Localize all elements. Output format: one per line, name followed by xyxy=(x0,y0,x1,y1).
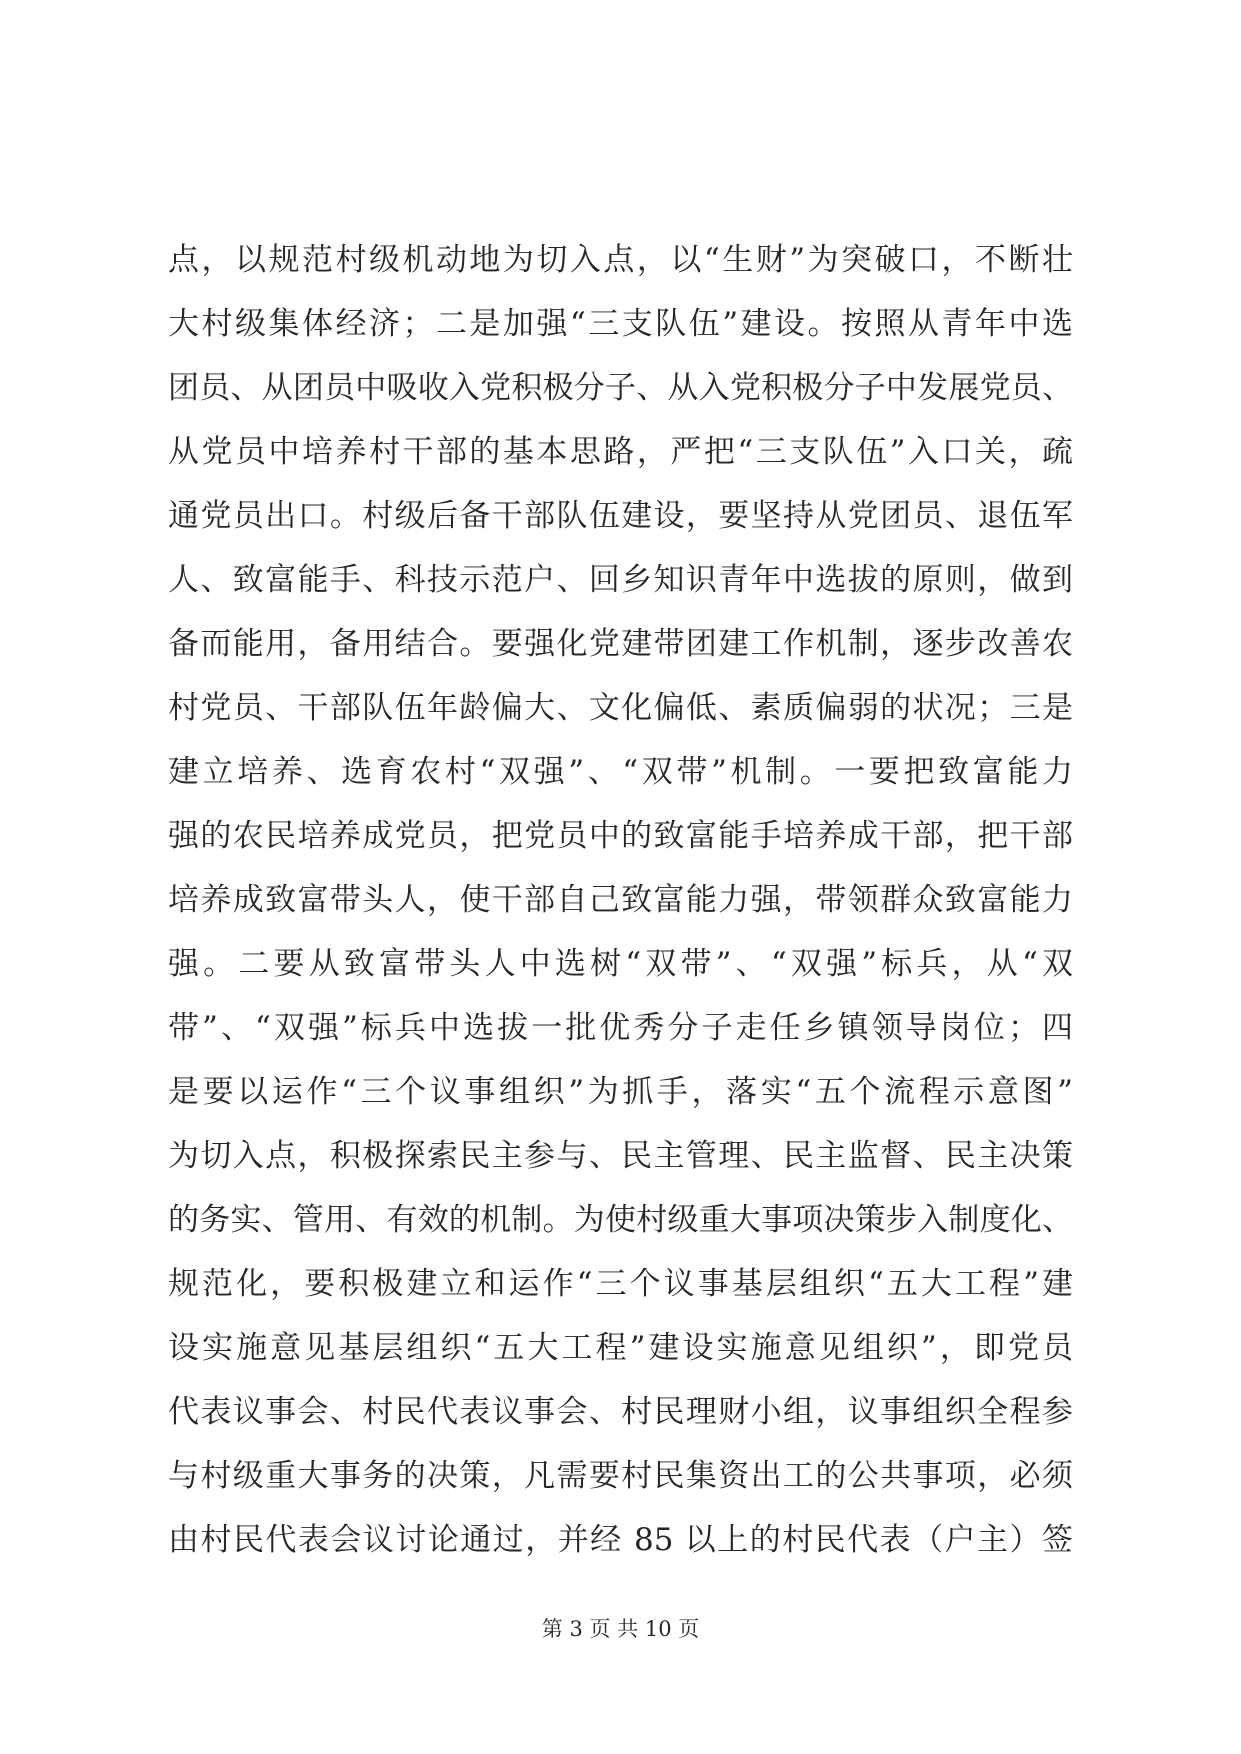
text-line: 强的农民培养成党员，把党员中的致富能手培养成干部，把干部 xyxy=(168,818,1073,854)
text-line: 团员、从团员中吸收入党积极分子、从入党积极分子中发展党员、 xyxy=(168,370,1073,406)
text-line: 点，以规范村级机动地为切入点，以“生财”为突破口，不断壮 xyxy=(168,242,1073,278)
text-line: 规范化，要积极建立和运作“三个议事基层组织“五大工程”建 xyxy=(168,1266,1073,1302)
text-line: 代表议事会、村民代表议事会、村民理财小组，议事组织全程参 xyxy=(168,1394,1073,1430)
text-line: 是要以运作“三个议事组织”为抓手，落实“五个流程示意图” xyxy=(168,1074,1073,1110)
text-line: 建立培养、选育农村“双强”、“双带”机制。一要把致富能力 xyxy=(168,754,1073,790)
text-line: 的务实、管用、有效的机制。为使村级重大事项决策步入制度化、 xyxy=(168,1202,1073,1238)
text-line: 村党员、干部队伍年龄偏大、文化偏低、素质偏弱的状况；三是 xyxy=(168,690,1073,726)
text-line: 备而能用，备用结合。要强化党建带团建工作机制，逐步改善农 xyxy=(168,626,1073,662)
text-line: 从党员中培养村干部的基本思路，严把“三支队伍”入口关，疏 xyxy=(168,434,1073,470)
body-text xyxy=(168,228,1073,1572)
text-line: 培养成致富带头人，使干部自己致富能力强，带领群众致富能力 xyxy=(168,882,1073,918)
text-line: 通党员出口。村级后备干部队伍建设，要坚持从党团员、退伍军 xyxy=(168,498,1073,534)
text-line: 与村级重大事务的决策，凡需要村民集资出工的公共事项，必须 xyxy=(168,1458,1073,1494)
page-footer: 第 3 页 共 10 页 xyxy=(541,1617,700,1641)
text-line: 大村级集体经济；二是加强“三支队伍”建设。按照从青年中选 xyxy=(168,306,1073,342)
text-line: 强。二要从致富带头人中选树“双带”、“双强”标兵，从“双 xyxy=(168,946,1073,982)
text-line: 为切入点，积极探索民主参与、民主管理、民主监督、民主决策 xyxy=(168,1138,1073,1174)
text-line: 由村民代表会议讨论通过，并经 85 以上的村民代表（户主）签 xyxy=(168,1522,1073,1558)
text-line: 人、致富能手、科技示范户、回乡知识青年中选拔的原则，做到 xyxy=(168,562,1073,598)
text-line: 带”、“双强”标兵中选拔一批优秀分子走任乡镇领导岗位；四 xyxy=(168,1010,1073,1046)
text-line: 设实施意见基层组织“五大工程”建设实施意见组织”，即党员 xyxy=(168,1330,1073,1366)
